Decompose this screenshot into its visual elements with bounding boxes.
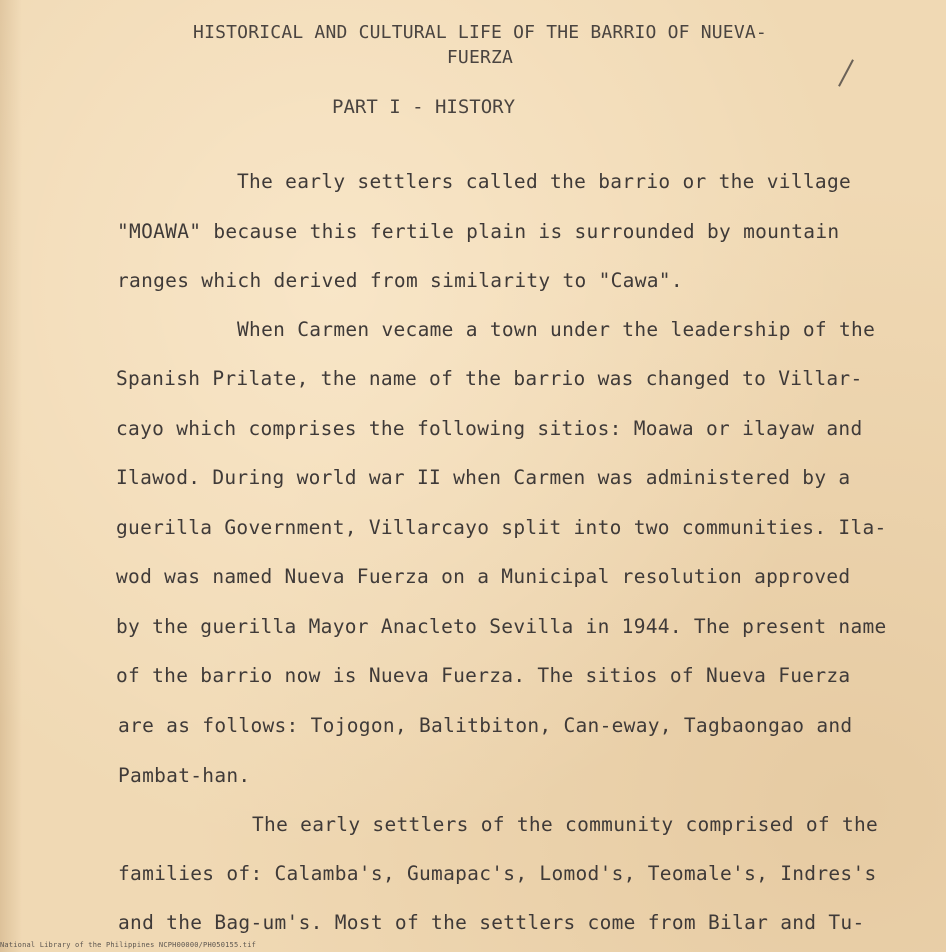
body-line: families of: Calamba's, Gumapac's, Lomod's, Teomale's, Indres's	[118, 862, 877, 885]
body-line: Ilawod. During world war II when Carmen was administered by a	[116, 466, 851, 489]
pencil-mark-icon	[838, 59, 854, 86]
body-line: The early settlers called the barrio or the village	[237, 170, 852, 193]
body-line: ranges which derived from similarity to "Cawa".	[117, 269, 683, 292]
body-line: When Carmen vecame a town under the leadership of the	[237, 318, 876, 341]
body-line: guerilla Government, Villarcayo split into two communities. Ila-	[116, 516, 887, 539]
document-title-line-2: FUERZA	[446, 47, 514, 68]
body-line: of the barrio now is Nueva Fuerza. The sitios of Nueva Fuerza	[116, 664, 851, 687]
body-line: "MOAWA" because this fertile plain is surrounded by mountain	[117, 220, 840, 243]
body-line: by the guerilla Mayor Anacleto Sevilla in 1944. The present name	[116, 615, 887, 638]
body-line: Spanish Prilate, the name of the barrio was changed to Villar-	[116, 367, 863, 390]
body-line: and the Bag-um's. Most of the settlers come from Bilar and Tu-	[118, 911, 865, 934]
scan-footer: National Library of the Philippines NCPH00000/PH050155.tif	[0, 941, 257, 949]
body-line: wod was named Nueva Fuerza on a Municipal resolution approved	[116, 565, 851, 588]
body-line: Pambat-han.	[118, 764, 251, 787]
document-title-line-1: HISTORICAL AND CULTURAL LIFE OF THE BARRIO OF NUEVA-	[193, 22, 767, 43]
part-heading: PART I - HISTORY	[332, 96, 516, 118]
body-line: The early settlers of the community comprised of the	[252, 813, 879, 836]
body-line: cayo which comprises the following sitios: Moawa or ilayaw and	[116, 417, 863, 440]
body-line: are as follows: Tojogon, Balitbiton, Can-eway, Tagbaongao and	[118, 714, 853, 737]
